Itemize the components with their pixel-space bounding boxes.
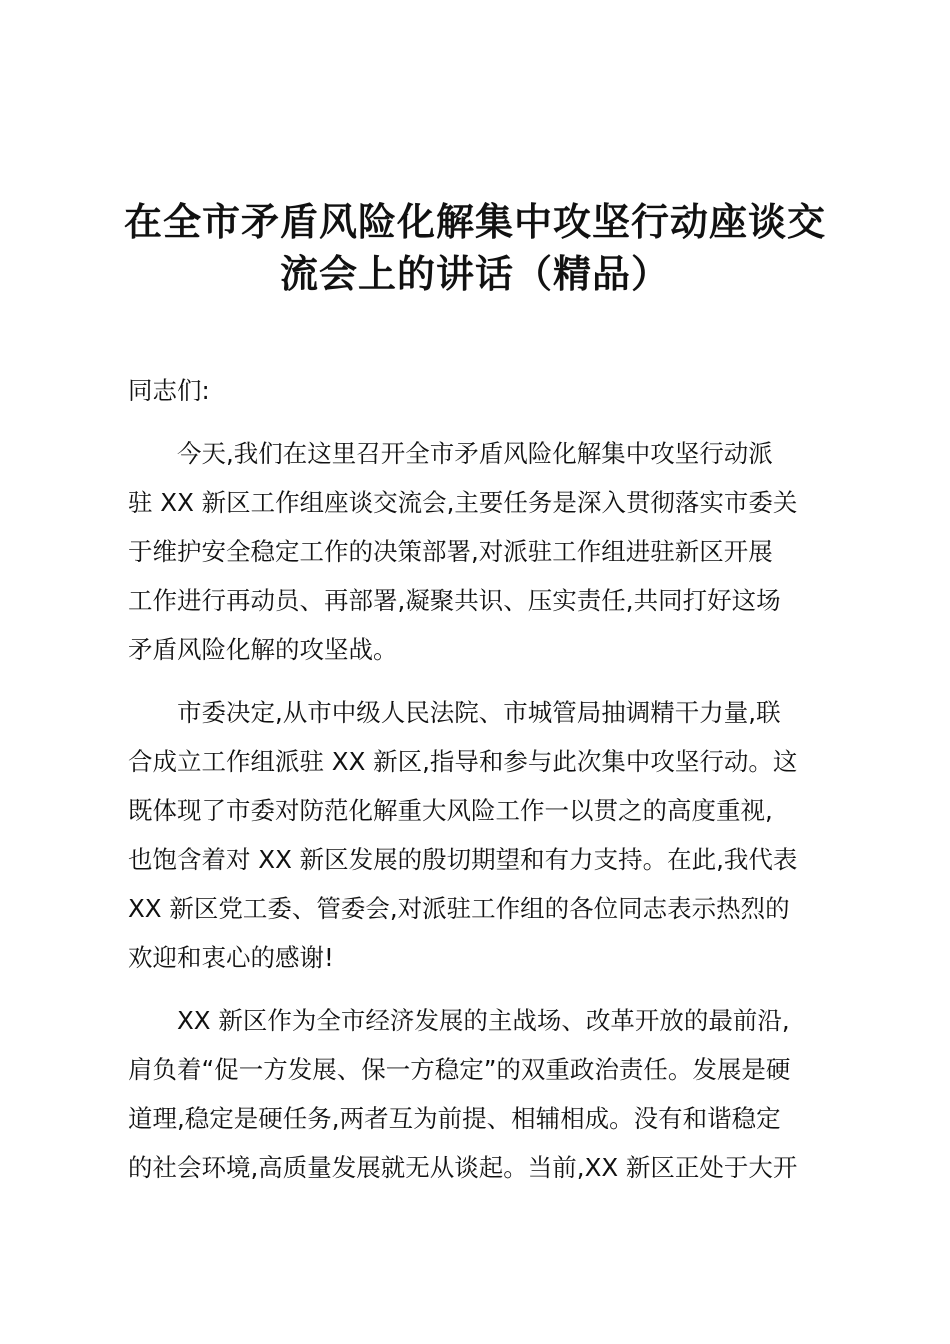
text-line: 的社会环境,高质量发展就无从谈起。当前,XX 新区正处于大开 xyxy=(128,1153,798,1182)
salutation: 同志们: xyxy=(128,376,210,405)
text-line: 既体现了市委对防范化解重大风险工作一以贯之的高度重视, xyxy=(128,796,773,825)
text-line: XX 新区作为全市经济发展的主战场、改革开放的最前沿, xyxy=(177,1006,790,1035)
paragraph-3 xyxy=(128,996,828,1192)
document-body xyxy=(128,366,828,1206)
text-line: 今天,我们在这里召开全市矛盾风险化解集中攻坚行动派 xyxy=(177,439,773,468)
paragraph-2 xyxy=(128,688,828,982)
text-line: 合成立工作组派驻 XX 新区,指导和参与此次集中攻坚行动。这 xyxy=(128,747,798,776)
title-line-2: 流会上的讲话（精品） xyxy=(279,252,670,296)
text-line: 欢迎和衷心的感谢! xyxy=(128,943,334,972)
text-line: XX 新区党工委、管委会,对派驻工作组的各位同志表示热烈的 xyxy=(128,894,790,923)
paragraph-1 xyxy=(128,429,828,674)
text-line: 也饱含着对 XX 新区发展的殷切期望和有力支持。在此,我代表 xyxy=(128,845,798,874)
text-line: 肩负着“促一方发展、保一方稳定”的双重政治责任。发展是硬 xyxy=(128,1055,791,1084)
title-line-1: 在全市矛盾风险化解集中攻坚行动座谈交 xyxy=(123,200,826,244)
text-line: 于维护安全稳定工作的决策部署,对派驻工作组进驻新区开展 xyxy=(128,537,773,566)
document-title xyxy=(110,196,840,300)
text-line: 驻 XX 新区工作组座谈交流会,主要任务是深入贯彻落实市委关 xyxy=(128,488,798,517)
text-line: 工作进行再动员、再部署,凝聚共识、压实责任,共同打好这场 xyxy=(128,586,781,615)
text-line: 道理,稳定是硬任务,两者互为前提、相辅相成。没有和谐稳定 xyxy=(128,1104,781,1133)
text-line: 矛盾风险化解的攻坚战。 xyxy=(128,635,398,664)
text-line: 市委决定,从市中级人民法院、市城管局抽调精干力量,联 xyxy=(177,698,781,727)
